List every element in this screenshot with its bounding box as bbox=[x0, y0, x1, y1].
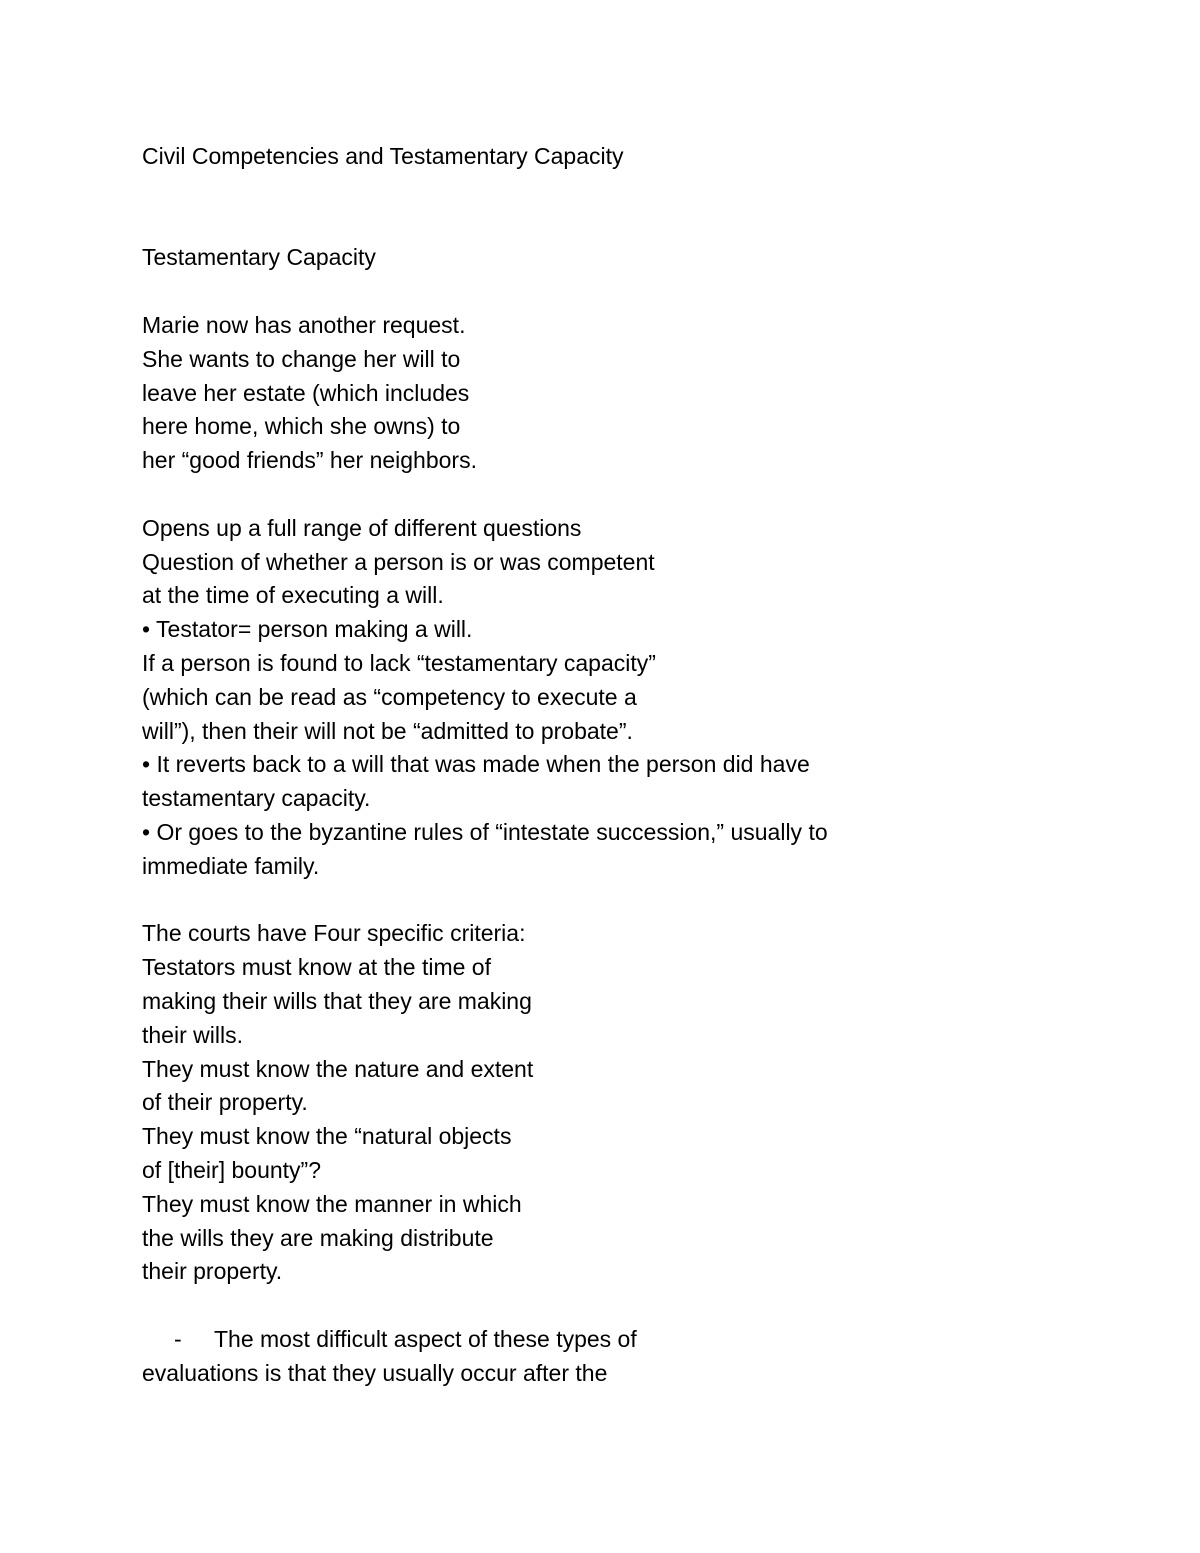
text-line: their property. bbox=[142, 1258, 283, 1285]
bullet-line: • It reverts back to a will that was made when the person did have bbox=[142, 751, 810, 778]
text-line: at the time of executing a will. bbox=[142, 582, 444, 609]
text-line: testamentary capacity. bbox=[142, 785, 371, 812]
text-line: evaluations is that they usually occur after the bbox=[142, 1359, 608, 1386]
text-line: Marie now has another request. bbox=[142, 311, 466, 338]
paragraph-criteria bbox=[142, 917, 1042, 1289]
text-line: They must know the nature and extent bbox=[142, 1055, 534, 1082]
text-line: Testators must know at the time of bbox=[142, 954, 491, 981]
spacer bbox=[142, 174, 1042, 242]
text-line: leave her estate (which includes bbox=[142, 379, 470, 406]
text-line: They must know the manner in which bbox=[142, 1190, 522, 1217]
bullet-line: • Testator= person making a will. bbox=[142, 616, 473, 643]
spacer bbox=[142, 478, 1042, 512]
spacer bbox=[142, 884, 1042, 918]
text-line: The courts have Four specific criteria: bbox=[142, 920, 526, 947]
document-body bbox=[142, 140, 1042, 1390]
text-line: making their wills that they are making bbox=[142, 987, 532, 1014]
text-line: immediate family. bbox=[142, 852, 320, 879]
document-title: Civil Competencies and Testamentary Capacity bbox=[142, 143, 624, 169]
dash-list-item bbox=[142, 1323, 1042, 1357]
bullet-line: • Or goes to the byzantine rules of “intestate succession,” usually to bbox=[142, 818, 828, 845]
text-line: will”), then their will not be “admitted to probate”. bbox=[142, 717, 633, 744]
text-line: Opens up a full range of different questions bbox=[142, 514, 582, 541]
list-item-text: The most difficult aspect of these types of bbox=[214, 1325, 637, 1352]
text-line: of [their] bounty”? bbox=[142, 1156, 321, 1183]
text-line: (which can be read as “competency to execute a bbox=[142, 683, 637, 710]
text-line: here home, which she owns) to bbox=[142, 413, 461, 440]
dash-marker: - bbox=[174, 1325, 182, 1352]
text-line: the wills they are making distribute bbox=[142, 1224, 494, 1251]
text-line: their wills. bbox=[142, 1021, 243, 1048]
text-line: her “good friends” her neighbors. bbox=[142, 447, 477, 474]
paragraph-questions bbox=[142, 512, 1042, 884]
text-line: Question of whether a person is or was competent bbox=[142, 548, 655, 575]
text-line: If a person is found to lack “testamentary capacity” bbox=[142, 649, 656, 676]
paragraph-marie-request bbox=[142, 309, 1042, 478]
section-heading: Testamentary Capacity bbox=[142, 244, 376, 271]
text-line: They must know the “natural objects bbox=[142, 1123, 512, 1150]
spacer bbox=[142, 275, 1042, 309]
text-line: of their property. bbox=[142, 1089, 308, 1116]
text-line: She wants to change her will to bbox=[142, 345, 461, 372]
spacer bbox=[142, 1289, 1042, 1323]
